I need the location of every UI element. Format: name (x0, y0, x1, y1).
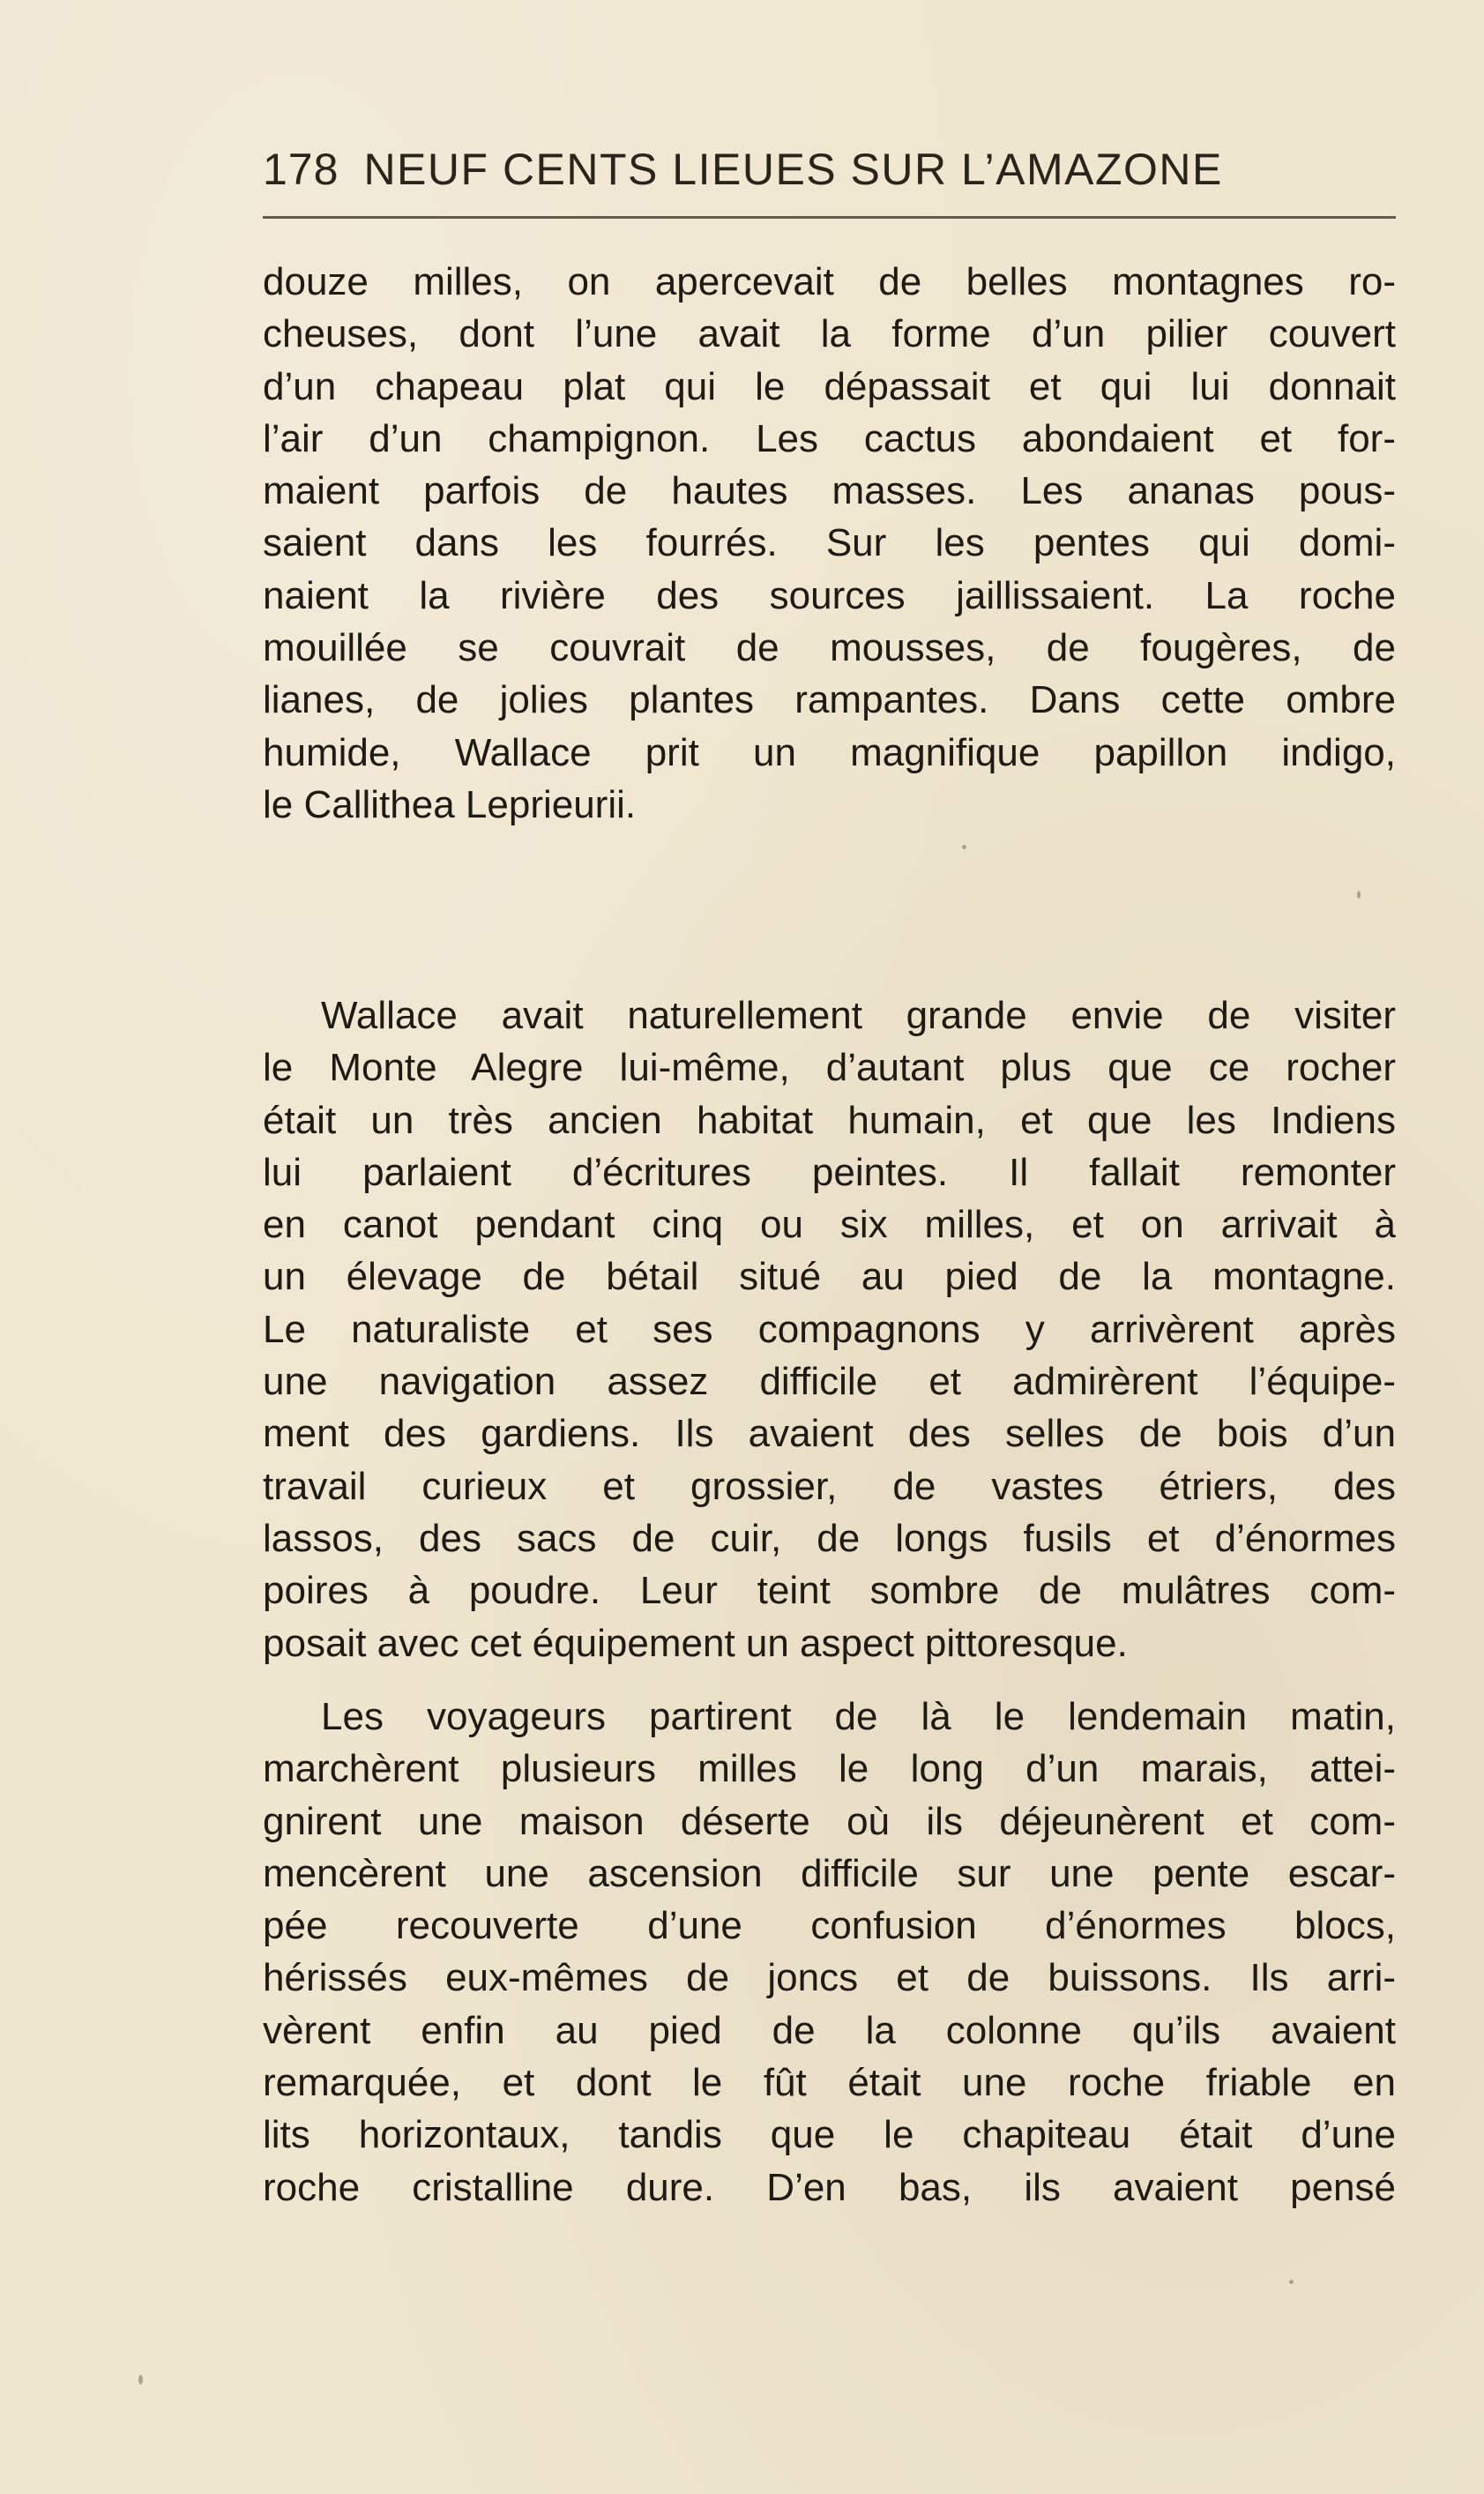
text-line: d’un chapeau plat qui le dépassait et qui lui donnait (263, 364, 1396, 408)
text-line: roche cristalline dure. D’en bas, ils avaient pensé (263, 2165, 1396, 2209)
text-line: l’air d’un champignon. Les cactus abondaient et for- (263, 416, 1396, 460)
text-line: poires à poudre. Leur teint sombre de mulâtres com- (263, 1569, 1396, 1613)
text-line: marchèrent plusieurs milles le long d’un marais, attei- (263, 1747, 1396, 1791)
text-line: Les voyageurs partirent de là le lendemain matin, (321, 1695, 1396, 1738)
text-line: travail curieux et grossier, de vastes étriers, des (263, 1464, 1396, 1508)
text-line: humide, Wallace prit un magnifique papillon indigo, (263, 730, 1396, 774)
text-line: était un très ancien habitat humain, et que les Indiens (263, 1098, 1396, 1142)
text-line: pée recouverte d’une confusion d’énormes blocs, (263, 1904, 1396, 1948)
text-line: lui parlaient d’écritures peintes. Il fallait remonter (263, 1150, 1396, 1194)
text-line: mouillée se couvrait de mousses, de fougères, de (263, 626, 1396, 670)
text-line: ment des gardiens. Ils avaient des selles de bois d’un (263, 1412, 1396, 1456)
text-line: vèrent enfin au pied de la colonne qu’ils avaient (263, 2008, 1396, 2052)
running-head: NEUF CENTS LIEUES SUR L’AMAZONE (363, 145, 1223, 194)
text-line: un élevage de bétail situé au pied de la montagne. (263, 1255, 1396, 1299)
text-line: posait avec cet équipement un aspect pittoresque. (263, 1621, 1128, 1665)
text-line: lassos, des sacs de cuir, de longs fusils et d’énormes (263, 1516, 1396, 1560)
paragraph (263, 989, 1396, 1669)
text-line: maient parfois de hautes masses. Les ananas pous- (263, 469, 1396, 513)
text-line: Le naturaliste et ses compagnons y arrivèrent après (263, 1307, 1396, 1351)
text-line: le Callithea Leprieurii. (263, 782, 637, 826)
text-line: Wallace avait naturellement grande envie de visiter (321, 994, 1396, 1037)
paper-speck (1357, 891, 1361, 899)
text-line: gnirent une maison déserte où ils déjeunèrent et com- (263, 1799, 1396, 1843)
header-rule (263, 216, 1396, 219)
paper-speck (1289, 2280, 1294, 2284)
page-number: 178 (263, 145, 339, 194)
text-line: naient la rivière des sources jaillissaient. La roche (263, 573, 1396, 617)
text-line: mencèrent une ascension difficile sur une pente escar- (263, 1851, 1396, 1895)
paragraph (263, 1691, 1396, 2214)
paper-speck (138, 2375, 143, 2385)
paper-speck (962, 845, 966, 849)
text-line: lianes, de jolies plantes rampantes. Dans cette ombre (263, 678, 1396, 722)
continued-paragraph (263, 256, 1396, 831)
text-line: cheuses, dont l’une avait la forme d’un pilier couvert (263, 312, 1396, 356)
text-line: une navigation assez difficile et admirèrent l’équipe- (263, 1360, 1396, 1404)
text-line: douze milles, on apercevait de belles montagnes ro- (263, 260, 1396, 303)
page-header (263, 144, 1396, 205)
text-line: hérissés eux-mêmes de joncs et de buissons. Ils arri- (263, 1956, 1396, 2000)
text-line: remarquée, et dont le fût était une roche friable en (263, 2061, 1396, 2105)
text-line: lits horizontaux, tandis que le chapiteau était d’une (263, 2113, 1396, 2157)
text-line: le Monte Alegre lui-même, d’autant plus que ce rocher (263, 1046, 1396, 1090)
text-line: en canot pendant cinq ou six milles, et on arrivait à (263, 1203, 1396, 1247)
text-line: saient dans les fourrés. Sur les pentes qui domi- (263, 521, 1396, 565)
